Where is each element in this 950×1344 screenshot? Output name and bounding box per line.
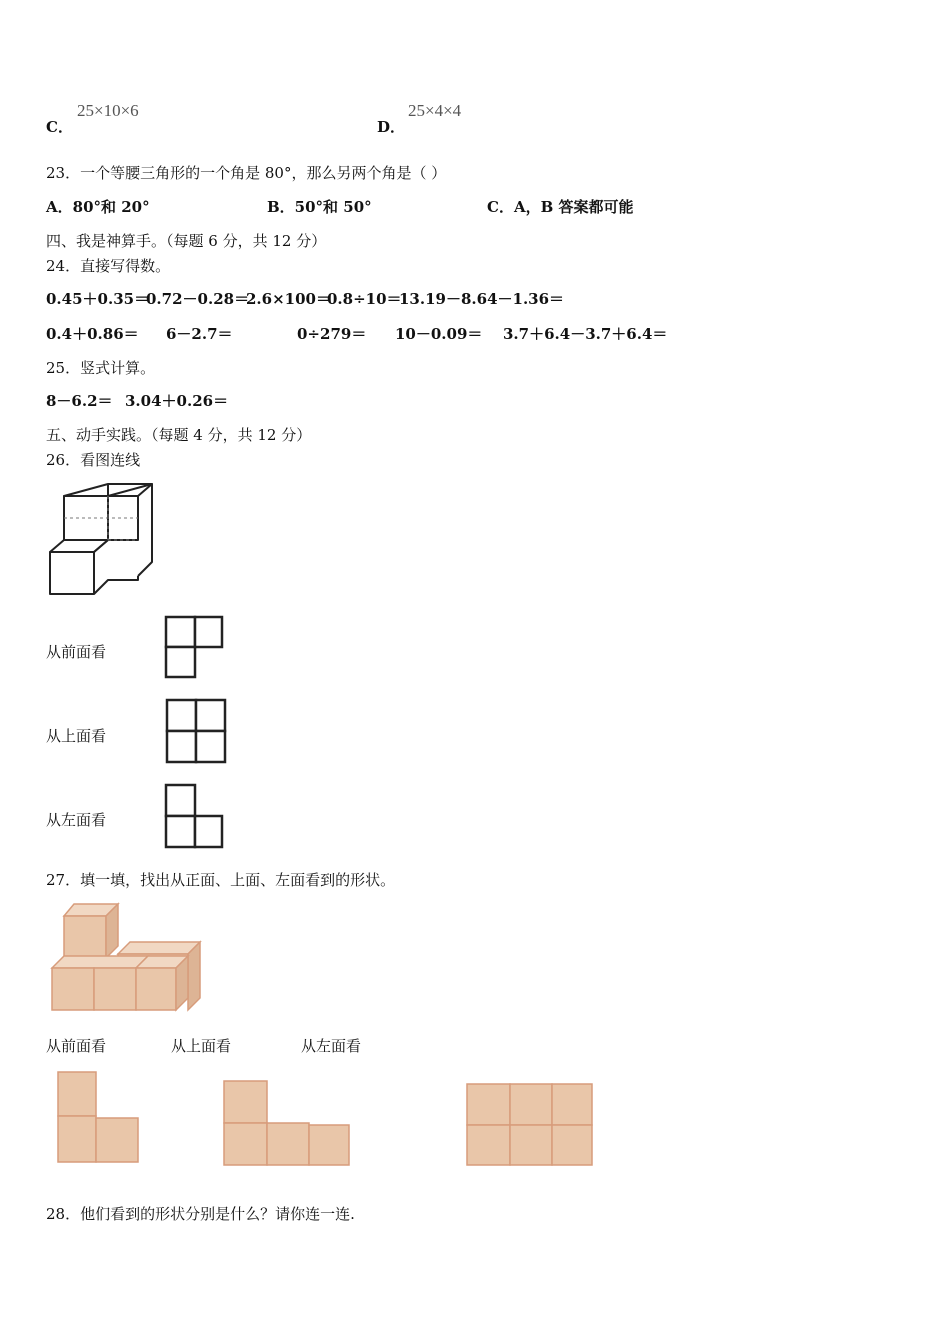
- q24-row2-item-3: 0÷279＝: [297, 325, 367, 343]
- q24-row1-item-3: 2.6×100＝: [246, 290, 331, 308]
- question-23-option-b: B．50°和 50°: [267, 198, 372, 216]
- q27-shape-b: [222, 1079, 352, 1167]
- q24-row1-item-4: 0.8÷10＝: [327, 290, 402, 308]
- q24-row2-item-5: 3.7＋6.4－3.7＋6.4＝: [503, 325, 668, 343]
- q24-row2-item-4: 10－0.09＝: [395, 325, 483, 343]
- q27-shape-c: [465, 1082, 595, 1168]
- q25-item-2: 3.04＋0.26＝: [125, 392, 229, 410]
- q24-row2-item-2: 6－2.7＝: [166, 325, 233, 343]
- option-d-expression: 25×4×4: [408, 101, 462, 120]
- q26-solid-figure: [40, 478, 160, 600]
- section-5-heading: 五、动手实践。（每题 4 分，共 12 分）: [46, 426, 312, 444]
- q24-row1-item-1: 0.45＋0.35＝: [46, 290, 150, 308]
- option-d-label: D．: [377, 118, 406, 136]
- q26-view-front-shape: [164, 615, 224, 679]
- q27-shape-a: [56, 1070, 142, 1166]
- q24-row1-item-5: 13.19－8.64－1.36＝: [399, 290, 565, 308]
- q26-view-top-shape: [165, 698, 227, 764]
- question-24-stem: 24．直接写得数。: [46, 257, 171, 275]
- question-23-option-c: C．A，B 答案都可能: [487, 198, 634, 216]
- q25-item-1: 8－6.2＝: [46, 392, 113, 410]
- q26-view-top-label: 从上面看: [46, 727, 107, 745]
- q27-view-top-label: 从上面看: [171, 1037, 232, 1055]
- question-26-stem: 26．看图连线: [46, 451, 141, 469]
- q27-cube-stack: [48, 902, 208, 1012]
- q24-row1-item-2: 0.72－0.28＝: [146, 290, 250, 308]
- question-23-option-a: A．80°和 20°: [46, 198, 150, 216]
- option-c-expression: 25×10×6: [77, 101, 139, 120]
- q26-view-left-label: 从左面看: [46, 811, 107, 829]
- q24-row2-item-1: 0.4＋0.86＝: [46, 325, 139, 343]
- question-25-stem: 25．竖式计算。: [46, 359, 156, 377]
- q27-view-front-label: 从前面看: [46, 1037, 107, 1055]
- q26-view-front-label: 从前面看: [46, 643, 107, 661]
- section-4-heading: 四、我是神算手。（每题 6 分，共 12 分）: [46, 232, 327, 250]
- question-28-stem: 28．他们看到的形状分别是什么？请你连一连.: [46, 1205, 355, 1223]
- question-27-stem: 27．填一填，找出从正面、上面、左面看到的形状。: [46, 871, 396, 889]
- option-c-label: C．: [46, 118, 73, 136]
- q26-view-left-shape: [164, 783, 224, 849]
- question-23-stem: 23．一个等腰三角形的一个角是 80°，那么另两个角是（ ）: [46, 164, 447, 182]
- q27-view-left-label: 从左面看: [301, 1037, 362, 1055]
